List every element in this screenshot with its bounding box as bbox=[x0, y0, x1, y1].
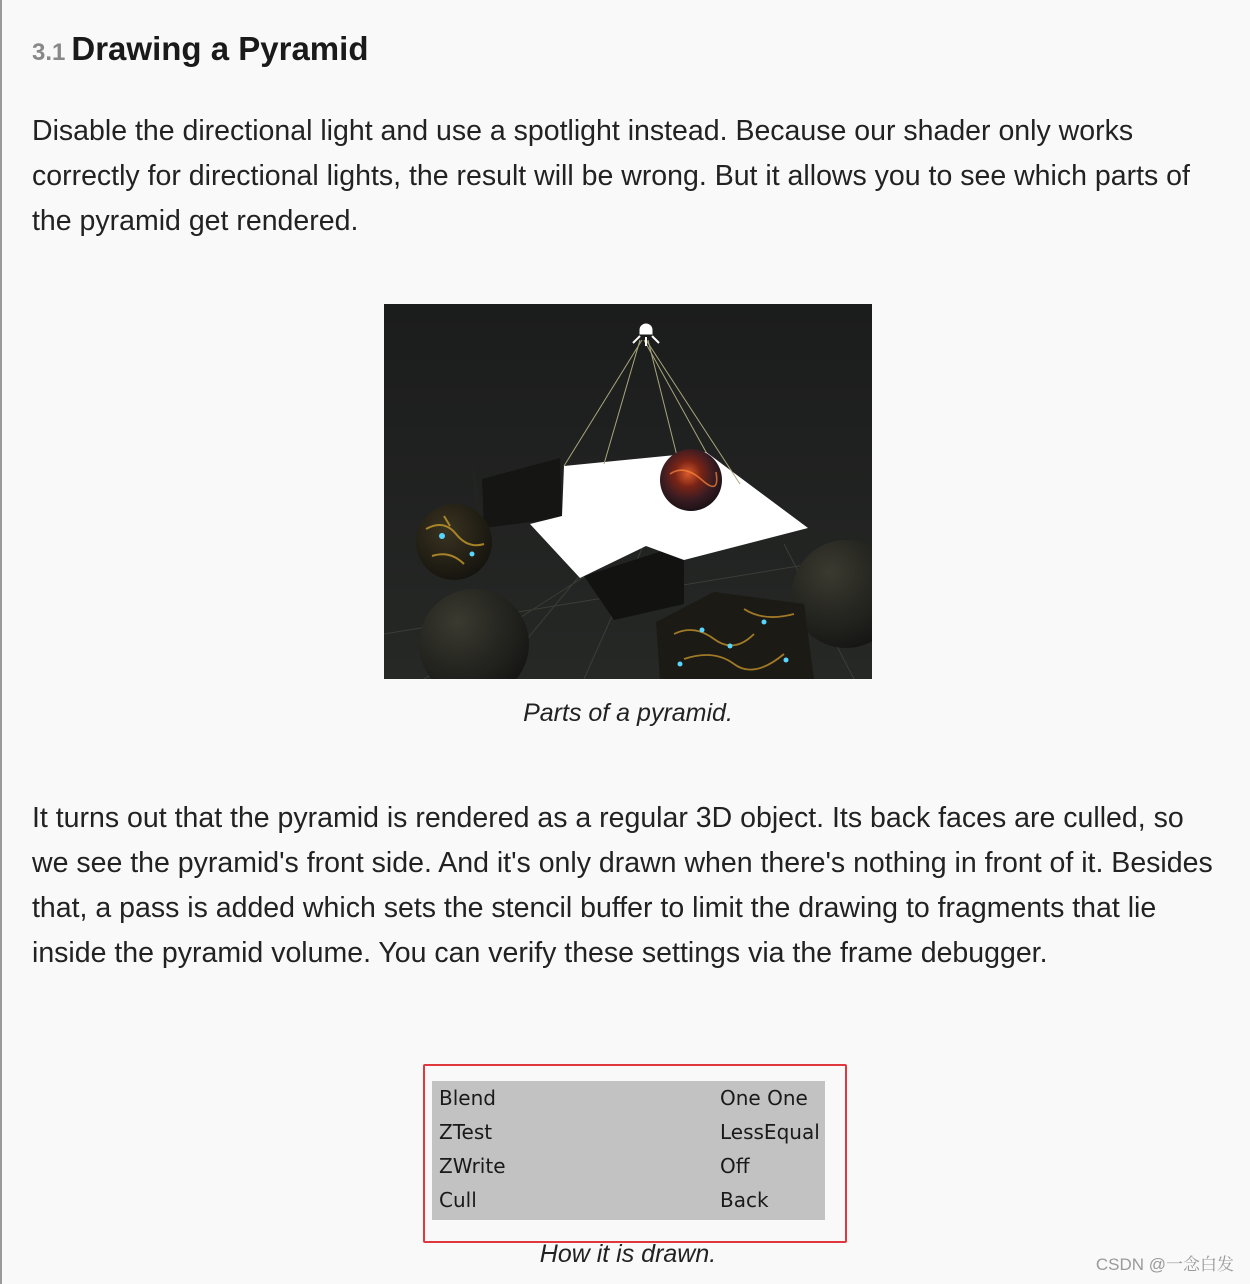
settings-key: ZWrite bbox=[439, 1154, 506, 1178]
paragraph-intro: Disable the directional light and use a spotlight instead. Because our shader only works correctly for directional lights, the result will be wrong. But it allows you to see which parts of the pyramid get rendered. bbox=[32, 115, 1190, 237]
settings-value: Off bbox=[720, 1154, 750, 1178]
settings-key: ZTest bbox=[439, 1120, 493, 1144]
paragraph-explanation: It turns out that the pyramid is rendered as a regular 3D object. Its back faces are culled, so we see the pyramid's front side. And it's only drawn when there's nothing in front of it. Besides that, a pass is added which sets the stencil buffer to limit the drawing to fragments that lie inside the pyramid volume. You can verify these settings via the frame debugger. bbox=[32, 802, 1213, 969]
settings-value: LessEqual bbox=[720, 1120, 820, 1144]
section-title: Drawing a Pyramid bbox=[71, 30, 369, 67]
settings-value: Back bbox=[720, 1188, 769, 1212]
settings-row-blend bbox=[432, 1081, 825, 1115]
settings-row-cull bbox=[432, 1183, 825, 1217]
figure-2-caption: How it is drawn. bbox=[539, 1240, 717, 1268]
section-number: 3.1 bbox=[32, 39, 66, 66]
settings-value: One One bbox=[720, 1086, 808, 1110]
page-left-border bbox=[0, 0, 2, 1284]
settings-row-ztest bbox=[432, 1115, 825, 1149]
settings-key: Blend bbox=[439, 1086, 496, 1110]
render-settings-table bbox=[432, 1081, 825, 1220]
settings-key: Cull bbox=[439, 1188, 477, 1212]
pyramid-scene-image bbox=[384, 304, 872, 679]
settings-row-zwrite bbox=[432, 1149, 825, 1183]
figure-1-caption: Parts of a pyramid. bbox=[523, 699, 733, 727]
section-heading bbox=[32, 28, 368, 74]
csdn-watermark: CSDN @一念白发 bbox=[1095, 1255, 1234, 1274]
